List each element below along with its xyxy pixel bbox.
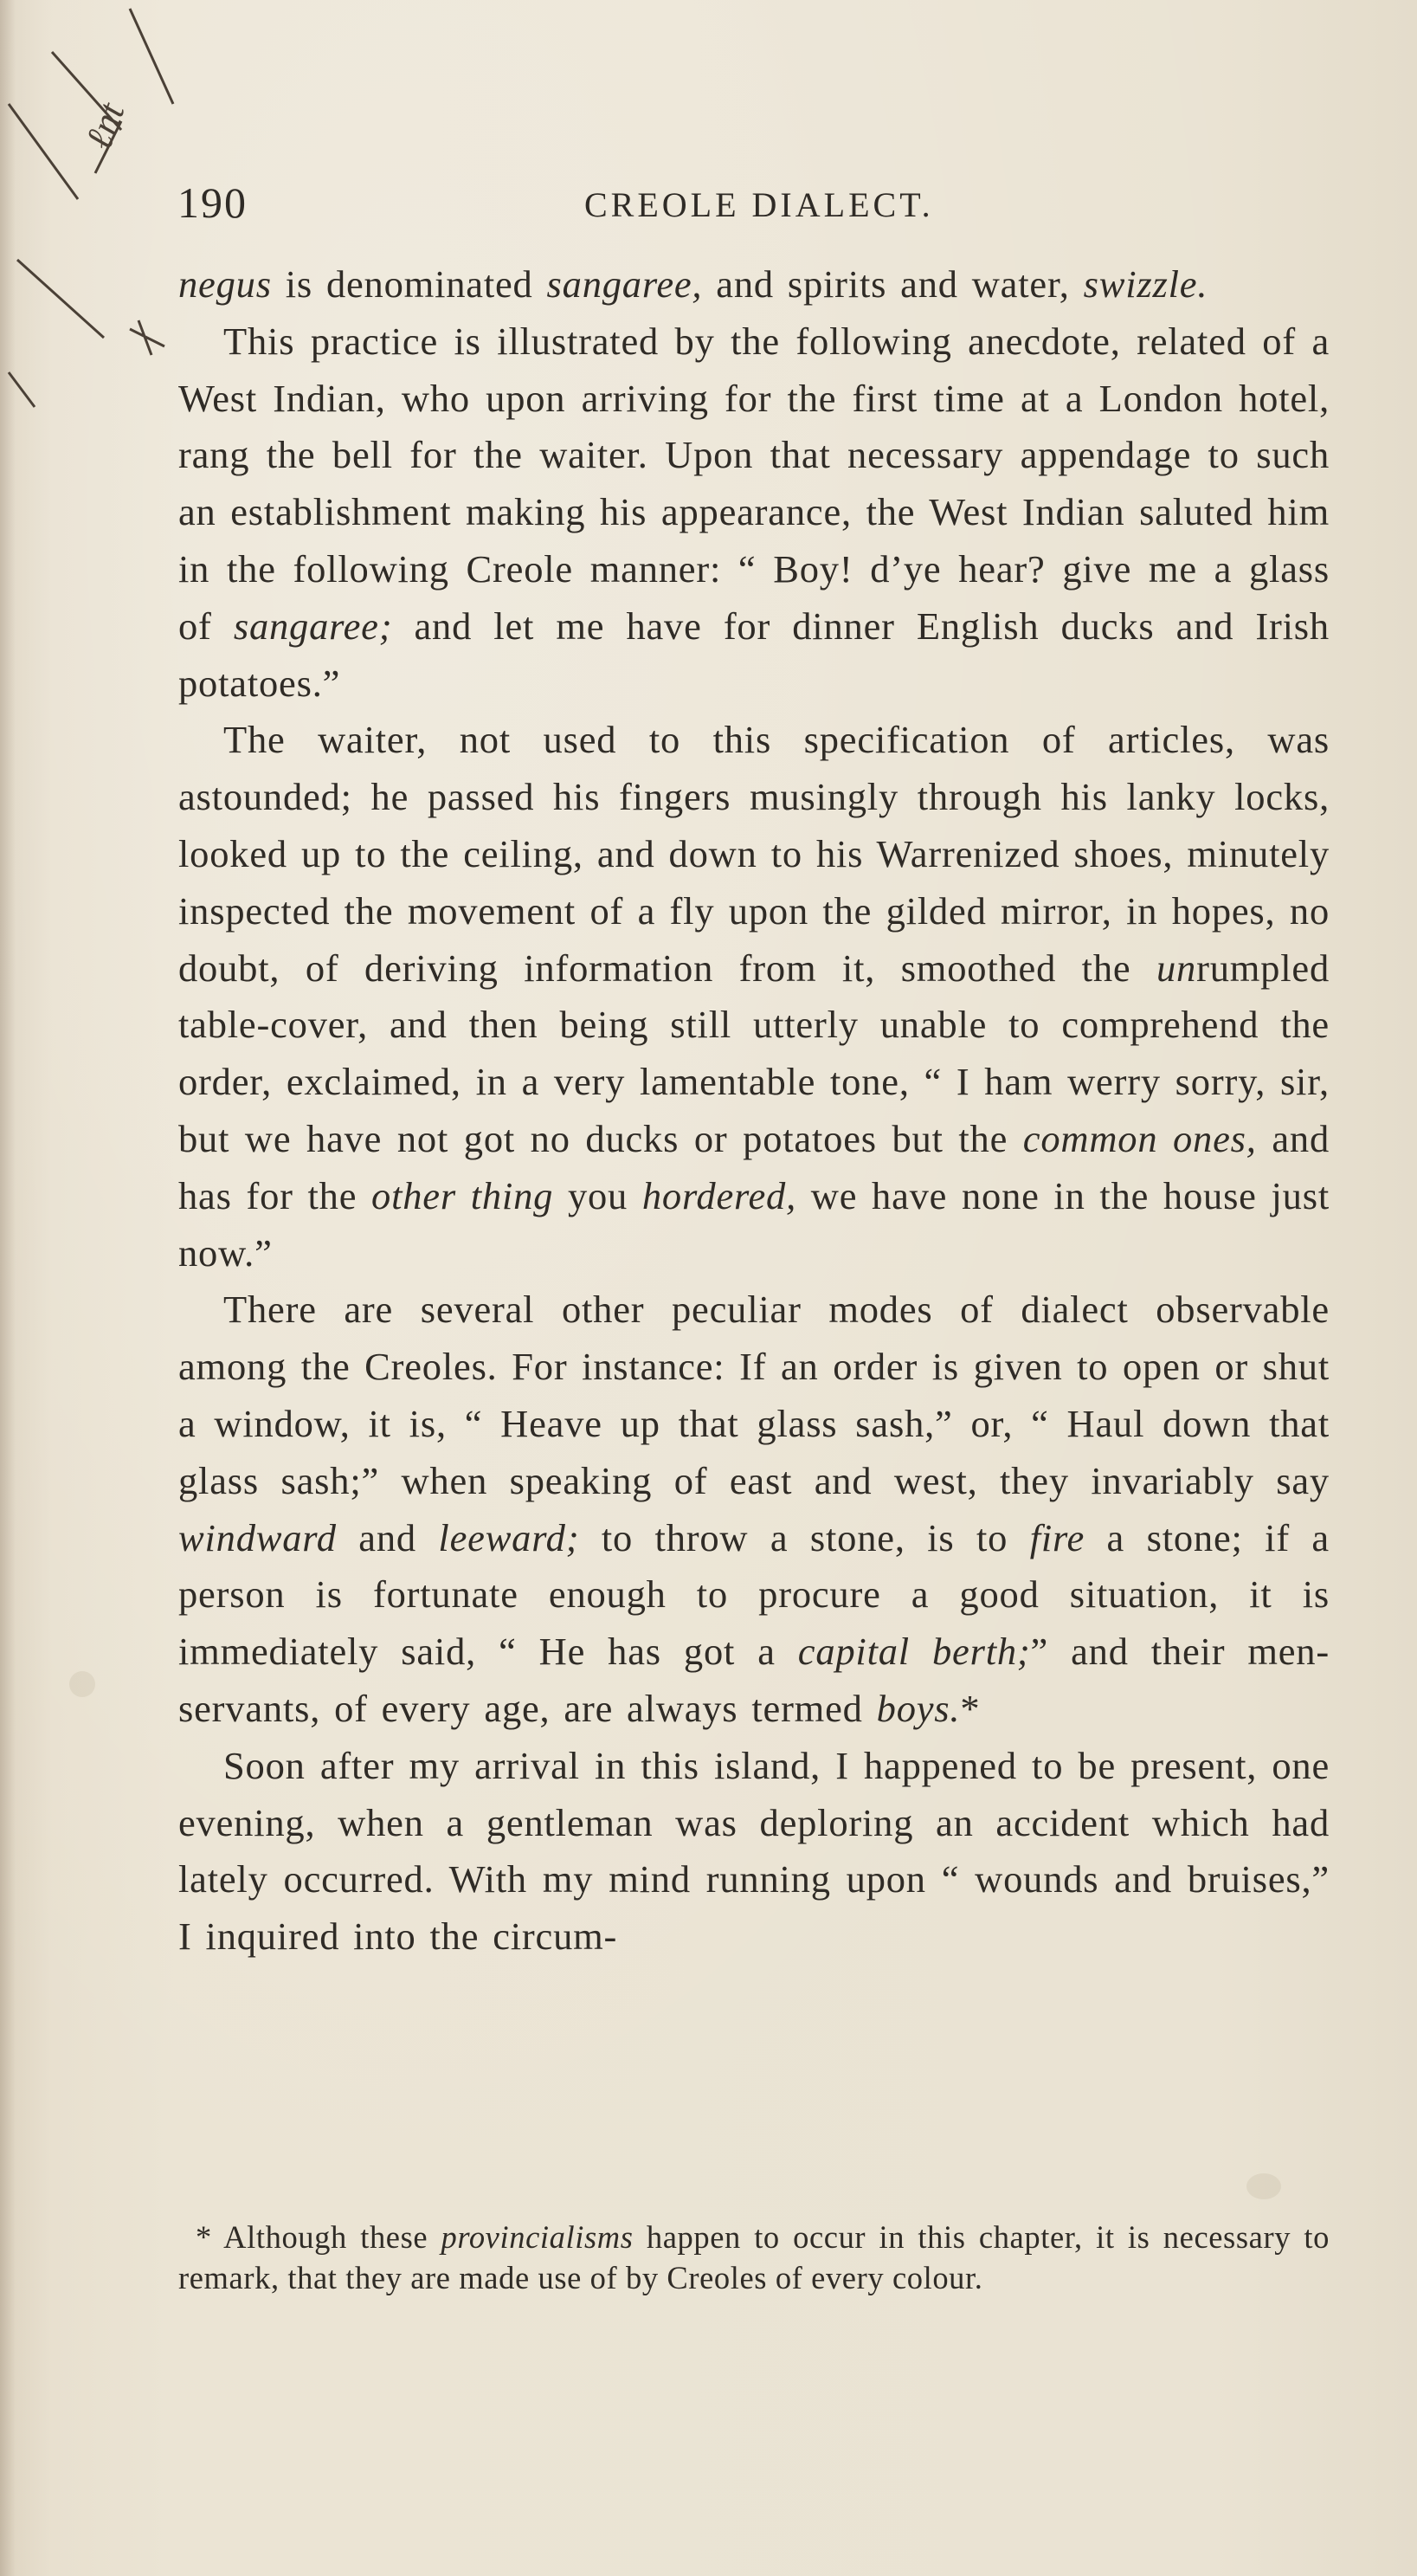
italic-text: boys.: [876, 1686, 961, 1730]
text-run: to throw a stone, is to: [579, 1515, 1030, 1559]
text-run: The waiter, not used to this specification of articles, was astounded; he passed his fingers musingly through his lanky locks, looked up to the ceiling, and down to his Warrenized shoes, minutely inspected the movement of a fly upon the gilded mirror, in hopes, no doubt, of deriving information from it, smoothed the: [178, 718, 1330, 990]
paper-stain: [1246, 2173, 1281, 2199]
text-run: and let me have for dinner English ducks and Irish potatoes.”: [178, 604, 1330, 705]
italic-text: sangaree;: [233, 604, 393, 648]
paragraph: [178, 712, 1330, 1282]
page-header: [177, 178, 1337, 229]
paragraph: [178, 1738, 1330, 1966]
page-number: 190: [177, 178, 248, 227]
italic-text: hordered,: [641, 1173, 797, 1217]
italic-text: fire: [1029, 1515, 1085, 1559]
italic-text: common ones,: [1022, 1116, 1257, 1160]
body-text: [178, 256, 1330, 1966]
margin-note: ℓnt: [77, 97, 133, 155]
text-run: is denominated: [271, 262, 547, 306]
running-head: CREOLE DIALECT.: [584, 185, 934, 224]
text-run: *: [960, 1686, 981, 1730]
paragraph: [178, 313, 1330, 713]
italic-text: provincialisms: [441, 2219, 634, 2255]
text-run: and spirits and water,: [702, 262, 1084, 306]
paragraph: [178, 256, 1330, 313]
text-run: ” and their men-servants, of every age, are always termed: [178, 1630, 1330, 1730]
text-run: and has for the: [178, 1116, 1330, 1217]
footnote: [178, 2217, 1330, 2298]
text-run: a stone; if a person is fortunate enough to procure a good situation, it is immediately said, “ He has got a: [178, 1515, 1330, 1674]
text-run: rumpled table-cover, and then being still utterly unable to comprehend the order, exclaimed, in a very lamentable tone, “ I ham werry sorry, sir, but we have not got no ducks or potatoes but the: [178, 946, 1330, 1160]
text-run: * Although these: [196, 2219, 441, 2255]
text-run: happen to occur in this chapter, it is necessary to remark, that they are made use of by Creoles of every colour.: [178, 2219, 1330, 2295]
italic-text: swizzle.: [1083, 262, 1208, 306]
pencil-marginalia: [0, 0, 199, 416]
footnote-paragraph: [178, 2217, 1330, 2298]
text-run: and: [336, 1515, 439, 1559]
italic-text: other thing: [371, 1173, 554, 1217]
italic-text: capital berth;: [797, 1630, 1031, 1674]
italic-text: negus: [178, 262, 272, 306]
text-run: This practice is illustrated by the following anecdote, related of a West Indian, who upon arriving for the first time at a London hotel, rang the bell for the waiter. Upon that necessary appendage to such an establishment making his appearance, the West Indian saluted him in the following Creole manner: “ Boy! d’ye hear? give me a glass of: [178, 319, 1330, 648]
italic-text: windward: [178, 1515, 337, 1559]
text-run: you: [553, 1173, 642, 1217]
italic-text: un: [1156, 946, 1197, 990]
text-run: There are several other peculiar modes of dialect observable among the Creoles. For instance: If an order is given to open or shut a window, it is, “ Heave up that glass sash,” or, “ Haul down that glass sash;” when speaking of east and west, they invariably say: [178, 1288, 1330, 1502]
text-run: Soon after my arrival in this island, I happened to be present, one evening, when a gentleman was deploring an accident which had lately occurred. With my mind running upon “ wounds and bruises,” I inquired into the circum-: [178, 1743, 1330, 1959]
paper-stain: [69, 1671, 95, 1697]
paragraph: [178, 1282, 1330, 1737]
text-run: we have none in the house just now.”: [178, 1173, 1330, 1275]
italic-text: leeward;: [438, 1515, 580, 1559]
italic-text: sangaree,: [546, 262, 703, 306]
